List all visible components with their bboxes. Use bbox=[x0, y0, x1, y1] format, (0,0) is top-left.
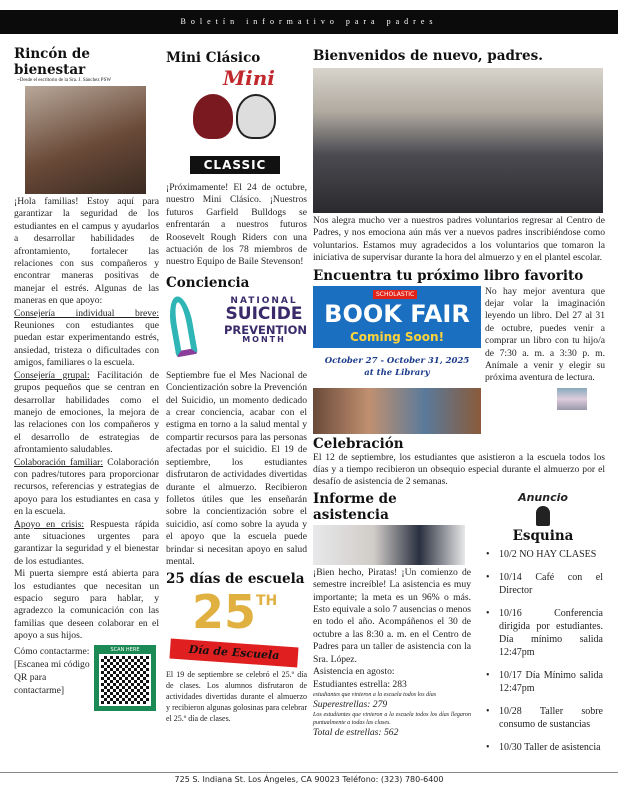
person-icon bbox=[536, 506, 550, 526]
event-item: • 10/16 Conferencia dirigida por estudiantes. Día mínimo salida 12:47pm bbox=[483, 607, 603, 659]
awareness-title: Conciencia bbox=[166, 274, 250, 291]
qr-code[interactable]: SCAN HERE bbox=[94, 645, 156, 711]
attendance-title: Informe de asistencia bbox=[313, 490, 397, 523]
attendance-august: Asistencia en agosto: bbox=[313, 666, 395, 678]
events-list bbox=[483, 548, 603, 764]
bookfair-title: Encuentra tu próximo libro favorito bbox=[313, 267, 584, 284]
footer-address: 725 S. Indiana St. Los Ángeles, CA 90023 Teléfono: (323) 780-6400 bbox=[174, 775, 444, 784]
stars-note: estudiantes que vinieron a la escuela todos los días bbox=[313, 691, 437, 698]
day25-graphic: 25 TH Día de Escuela bbox=[170, 587, 300, 669]
wellness-subtitle: ~Desde el escritorio de la Sra. J. Sánchez PSW bbox=[17, 78, 112, 83]
announcement-logo: Anuncio bbox=[483, 491, 603, 528]
superstars-note: Los estudiantes que vinieron a la escuela todos los días llegaron puntualmente a todas las clases. bbox=[313, 712, 471, 727]
corner-title: Esquina bbox=[512, 527, 574, 544]
day25-title: 25 días de escuela bbox=[166, 571, 305, 588]
welcome-title: Bienvenidos de nuevo, padres. bbox=[313, 48, 543, 64]
attendance-superstars: Superestrellas: 279 bbox=[313, 698, 388, 710]
suicide-prevention-logo: NATIONAL SUICIDE PREVENTION MONTH bbox=[169, 291, 304, 367]
attendance-total: Total de estrellas: 562 bbox=[313, 727, 399, 739]
book-fair-flyer: SCHOLASTIC BOOK FAIR Coming Soon! October 27 - October 31, 2025 at the Library bbox=[313, 286, 481, 434]
wellness-title: Rincón de bienestar bbox=[14, 46, 90, 78]
wellness-intro: ¡Hola familias! Estoy aquí para garantizar la seguridad de los estudiantes en el campus y ayudarlos a desarrollar habilidades de afrontamiento, fortalecer las relaciones con sus compañeros y encontrar maneras positivas de manejar el estrés. Algunas de las maneras en que apoyo: bbox=[14, 196, 159, 307]
celebration-title: Celebración bbox=[313, 435, 404, 452]
wellness-item: Consejería individual breve: Reuniones con estudiantes que puedan estar experimentando estrés, ansiedad, tristeza o dificultades con amigos, familiares o la escuela. bbox=[14, 307, 159, 369]
event-item: • 10/28 Taller sobre consumo de sustancias bbox=[483, 705, 603, 731]
attendance-text: ¡Bien hecho, Piratas! ¡Un comienzo de semestre increíble! La asistencia es muy importante; la meta es un 96% o más. Esto equivale a solo 7 ausencias o menos en todo el año. Acompáñenos el 30 de octubre a las 8:30 a. m. en el Centro de Padres para un taller de asistencia con la Sra. López. bbox=[313, 566, 471, 665]
event-item: • 10/17 Día Mínimo salida 12:47pm bbox=[483, 669, 603, 695]
mini-classic-text: ¡Próximamente! El 24 de octubre, nuestro Mini Clásico. ¡Nuestros futuros Garfield Bulldogs se enfrentarán a nuestros futuros Roosevelt Rough Riders con una actuación de los 78 miembros de nuestro Equipo de Baile Stevenson! bbox=[166, 182, 307, 268]
students-photo bbox=[313, 525, 465, 565]
mini-classic-title: Mini Clásico bbox=[166, 50, 261, 66]
event-item: • 10/2 NO HAY CLASES bbox=[483, 548, 603, 561]
wellness-closing: Mi puerta siempre está abierta para los estudiantes que necesitan un espacio seguro para hablar, y agradezco la comunicación con las familias que deseen colaborar en el apoyo a sus hijos. bbox=[14, 568, 159, 642]
wellness-item: Consejería grupal: Facilitación de grupos pequeños que se centran en desarrollar habilidades como el manejo de emociones, la mejora de las relaciones con los compañeros y el desarrollo de estrategias de afrontamiento saludables. bbox=[14, 369, 159, 456]
attendance-stars: Estudiantes estrella: 283 bbox=[313, 678, 407, 690]
ribbon-icon bbox=[166, 294, 198, 357]
celebration-text: El 12 de septiembre, los estudiantes que asistieron a la escuela todos los días y a tiempo recibieron un obsequio especial durante el almuerzo por el desafío de asistencia de 2 semanas. bbox=[313, 451, 605, 488]
volunteers-photo bbox=[313, 68, 603, 213]
counselor-photo bbox=[25, 86, 146, 194]
event-item: • 10/30 Taller de asistencia bbox=[483, 741, 603, 754]
books-icon bbox=[557, 388, 587, 410]
wellness-item: Apoyo en crisis: Respuesta rápida ante situaciones urgentes para garantizar la seguridad y el bienestar de los estudiantes. bbox=[14, 518, 159, 567]
mini-classic-logo: Mini CLASSIC bbox=[178, 66, 293, 180]
bookfair-text: No hay mejor aventura que dejar volar la imaginación leyendo un libro. Del 27 al 31 de octubre, puedes venir a comprar un libro con tu hijo/a de 7:30 a. m. a 3:30 p. m. Anímale a venir y elegir su próxima aventura de lectura. bbox=[485, 285, 605, 384]
awareness-text: Septiembre fue el Mes Nacional de Concientización sobre la Prevención del Suicidio, un momento dedicado a crear conciencia, acabar con el estigma en torno a la salud mental y compartir recursos para las personas afectadas por el suicidio. El 19 de septiembre, los estudiantes disfrutaron de actividades divertidas durante el almuerzo. Recibieron folletos útiles que les enseñarán sobre la concientización sobre el suicidio, así como sobre la ayuda y el apoyo que la escuela puede brindar si necesitan apoyo en salud mental. bbox=[166, 369, 307, 567]
day25-text: El 19 de septiembre se celebró el 25.º día de clases. Los alumnos disfrutaron de actividades divertidas durante el almuerzo y recibieron algunas golosinas para celebrar el 25.º día de clases. bbox=[166, 670, 307, 724]
newsletter-title: Boletín informativo para padres bbox=[0, 10, 618, 34]
contact-text: Cómo contactarme: [Escanea mi código QR para contactarme] bbox=[14, 645, 90, 696]
welcome-text: Nos alegra mucho ver a nuestros padres voluntarios regresar al Centro de Padres, y nos emociona aún más ver a nuevos padres inscribiéndose como voluntarios. Estamos muy agradecidos a los voluntarios que tomaron la iniciativa de supervisar durante la hora del almuerzo y en el plantel escolar. bbox=[313, 215, 605, 264]
event-item: • 10/14 Café con el Director bbox=[483, 571, 603, 597]
wellness-item: Colaboración familiar: Colaboración con padres/tutores para proporcionar recursos, referencias y estrategias de apoyo para los estudiantes en casa y en la escuela. bbox=[14, 456, 159, 518]
